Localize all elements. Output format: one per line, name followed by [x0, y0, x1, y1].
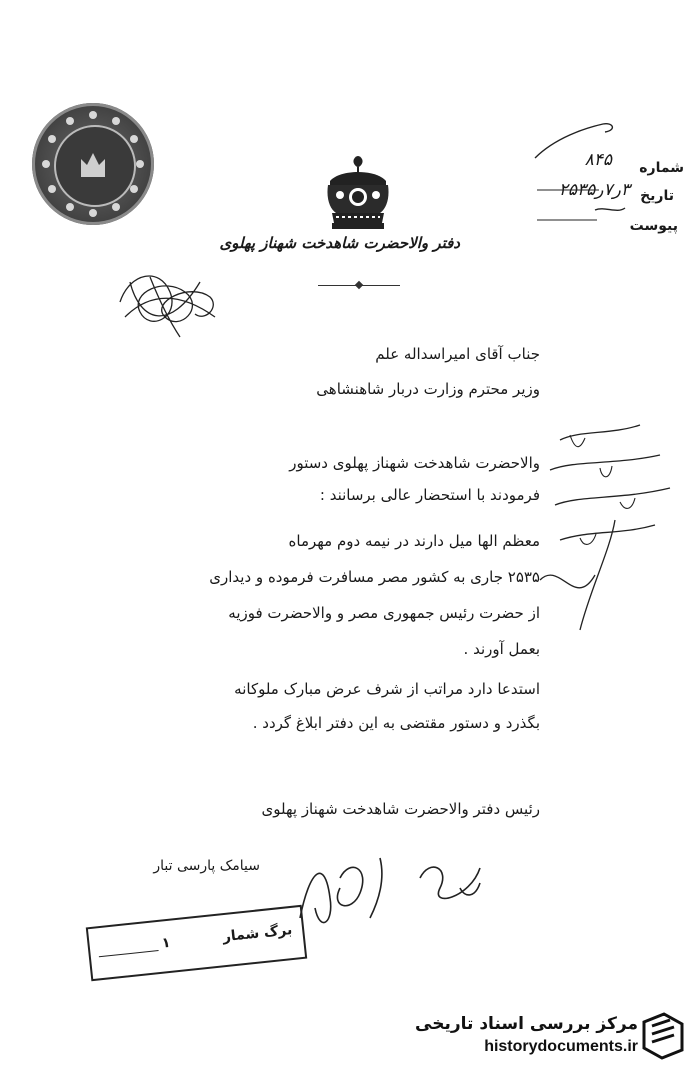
body-line-7: استدعا دارد مراتب از شرف عرض مبارک ملوکانه [234, 680, 540, 698]
royal-seal-stamp [32, 103, 154, 225]
watermark-site: historydocuments.ir [484, 1038, 638, 1055]
stamp-label: برگ شمار [222, 921, 293, 946]
date-value: ۳ر۷ر۲۵۳۵ [558, 180, 630, 200]
letterhead-divider-dot [355, 281, 363, 289]
signatory-name: سیامک پارسی تبار [153, 858, 260, 874]
letterhead-title: دفتر والاحضرت شاهدخت شهناز پهلوی [219, 234, 460, 252]
number-label: شماره [639, 160, 684, 176]
attachment-label: پیوست [629, 218, 678, 234]
body-line-1: والاحضرت شاهدخت شهناز پهلوی دستور [289, 454, 540, 472]
seal-crown-icon [76, 147, 110, 181]
watermark-title: مرکز بررسی اسناد تاریخی [415, 1014, 638, 1034]
addressee-name: جناب آقای امیراسداله علم [375, 345, 540, 363]
stamp-underline [99, 950, 159, 957]
margin-handwritten-note [520, 410, 690, 640]
body-line-5: از حضرت رئیس جمهوری مصر و والاحضرت فوزیه [228, 604, 540, 622]
date-label: تاریخ [640, 188, 674, 204]
pahlavi-crown-icon [320, 155, 396, 233]
stamp-number: ۱ [161, 934, 172, 952]
body-line-6: بعمل آورند . [463, 640, 540, 658]
reference-handwriting-strokes [525, 118, 635, 238]
initial-scribble-signature [110, 262, 230, 342]
sheet-number-stamp [86, 905, 307, 981]
body-line-4: ۲۵۳۵ جاری به کشور مصر مسافرت فرموده و دیداری [209, 568, 540, 586]
body-line-2: فرمودند با استحضار عالی برسانند : [319, 486, 540, 504]
addressee-title: وزیر محترم وزارت دربار شاهنشاهی [316, 380, 540, 398]
body-line-8: بگذرد و دستور مقتضی به این دفتر ابلاغ گردد . [252, 714, 540, 732]
number-value: ۸۴۵ [584, 150, 612, 170]
body-line-3: معظم الها میل دارند در نیمه دوم مهرماه [288, 532, 540, 550]
archive-logo-icon [640, 1010, 686, 1060]
signatory-title: رئیس دفتر والاحضرت شاهدخت شهناز پهلوی [261, 800, 540, 818]
